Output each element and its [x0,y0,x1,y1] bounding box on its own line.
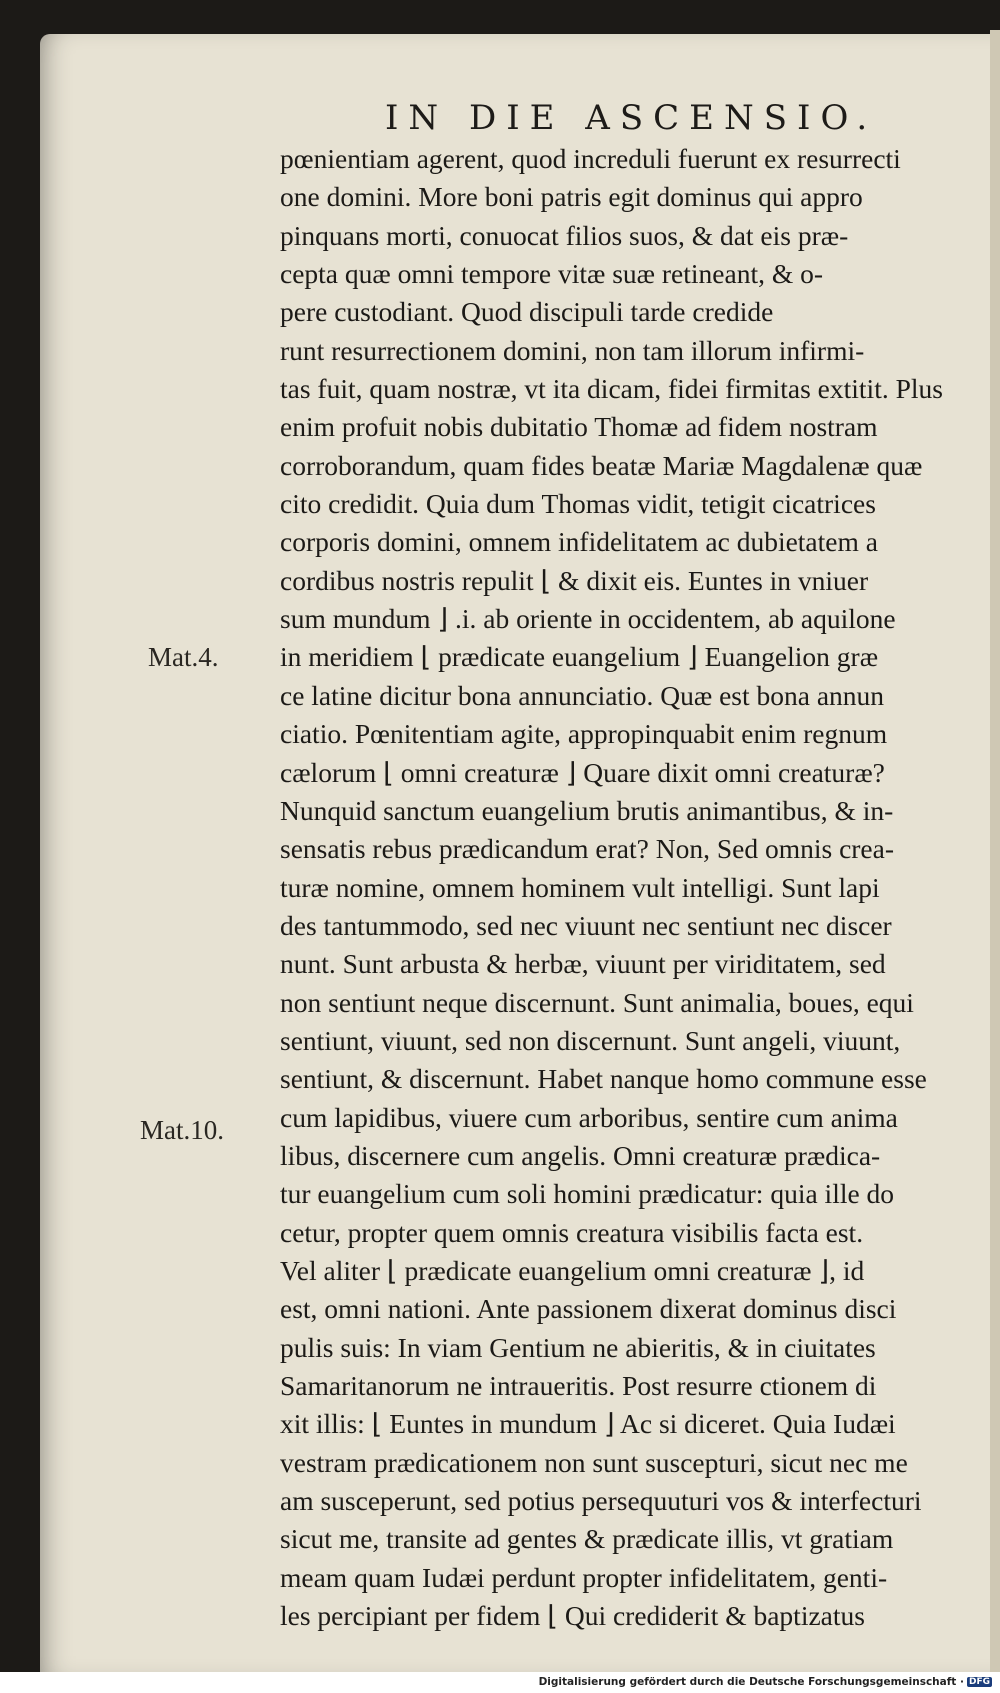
digitization-credit [539,1676,992,1688]
text-line: est, omni nationi. Ante passionem dixerat dominus disci [280,1293,897,1325]
text-line: ciatio. Pœnitentiam agite, appropinquabit enim regnum [280,718,888,750]
text-line: pere custodiant. Quod discipuli tarde credide [280,296,774,328]
page-edge [990,30,1000,1672]
text-line: pinquans morti, conuocat filios suos, & dat eis præ- [280,219,849,251]
text-line: tas fuit, quam nostræ, vt ita dicam, fidei firmitas extitit. Plus [280,373,943,405]
text-line: meam quam Iudæi perdunt propter infidelitatem, genti- [280,1561,888,1593]
text-line: des tantummodo, sed nec viuunt nec sentiunt nec discer [280,909,892,941]
text-line: libus, discernere cum angelis. Omni creaturæ prædica- [280,1139,881,1171]
text-line: in meridiem ⌊ prædicate euangelium ⌋ Euangelion græ [280,641,879,673]
text-line: corroborandum, quam fides beatæ Mariæ Magdalenæ quæ [280,449,923,481]
text-line: tur euangelium cum soli homini prædicatur: quia ille do [280,1178,895,1210]
text-line: sicut me, transite ad gentes & prædicate illis, vt gratiam [280,1523,894,1555]
text-line: pulis suis: In viam Gentium ne abieritis, & in ciuitates [280,1331,876,1363]
text-line: xit illis: ⌊ Euntes in mundum ⌋ Ac si diceret. Quia Iudæi [280,1408,896,1440]
text-line: cetur, propter quem omnis creatura visibilis facta est. [280,1216,864,1248]
body-text [280,140,980,1635]
dfg-logo: DFG [968,1677,990,1687]
text-line: enim profuit nobis dubitatio Thomæ ad fidem nostram [280,411,878,443]
text-line: one domini. More boni patris egit dominus qui appro [280,181,863,213]
text-line: sensatis rebus prædicandum erat? Non, Sed omnis crea- [280,833,894,865]
marginal-note-2: Mat.10. [140,1115,224,1145]
text-line: sentiunt, & discernunt. Habet nanque homo commune esse [280,1063,927,1095]
text-line: runt resurrectionem domini, non tam illorum infirmi- [280,334,865,366]
text-line: pœnientiam agerent, quod increduli fuerunt ex resurrecti [280,143,901,174]
text-line: cordibus nostris repulit ⌊ & dixit eis. Euntes in vniuer [280,564,869,596]
text-line: cum lapidibus, viuere cum arboribus, sentire cum anima [280,1101,898,1133]
text-line: cito credidit. Quia dum Thomas vidit, tetigit cicatrices [280,488,876,520]
text-line: vestram prædicationem non sunt suscepturi, sicut nec me [280,1446,908,1478]
text-line: cepta quæ omni tempore vitæ suæ retineant, & o- [280,258,824,290]
text-line: sentiunt, viuunt, sed non discernunt. Sunt angeli, viuunt, [280,1024,901,1056]
text-line: ce latine dicitur bona annunciatio. Quæ est bona annun [280,679,885,711]
text-line: corporis domini, omnem infidelitatem ac dubietatem a [280,526,878,558]
credit-text: Digitalisierung gefördert durch die Deutsche Forschungsgemeinschaft · [538,1676,964,1688]
running-head: IN DIE ASCENSIO. [385,98,878,138]
text-line: Nunquid sanctum euangelium brutis animantibus, & in- [280,794,894,826]
text-line: sum mundum ⌋ .i. ab oriente in occidentem, ab aquilone [280,603,896,635]
text-line: Samaritanorum ne intraueritis. Post resurre ctionem di [280,1370,877,1401]
text-line: turæ nomine, omnem hominem vult intelligi. Sunt lapi [280,871,880,903]
text-line: nunt. Sunt arbusta & herbæ, viuunt per viriditatem, sed [280,948,886,980]
text-line: am susceperunt, sed potius persequuturi vos & interfecturi [280,1485,922,1517]
text-line: cælorum ⌊ omni creaturæ ⌋ Quare dixit omni creaturæ? [280,756,885,788]
text-line: Vel aliter ⌊ prædicate euangelium omni creaturæ ⌋, id [280,1254,865,1286]
text-line: les percipiant per fidem ⌊ Qui crediderit & baptizatus [280,1600,865,1632]
text-line: non sentiunt neque discernunt. Sunt animalia, boues, equi [280,986,914,1018]
marginal-note-1: Mat.4. [148,642,219,672]
